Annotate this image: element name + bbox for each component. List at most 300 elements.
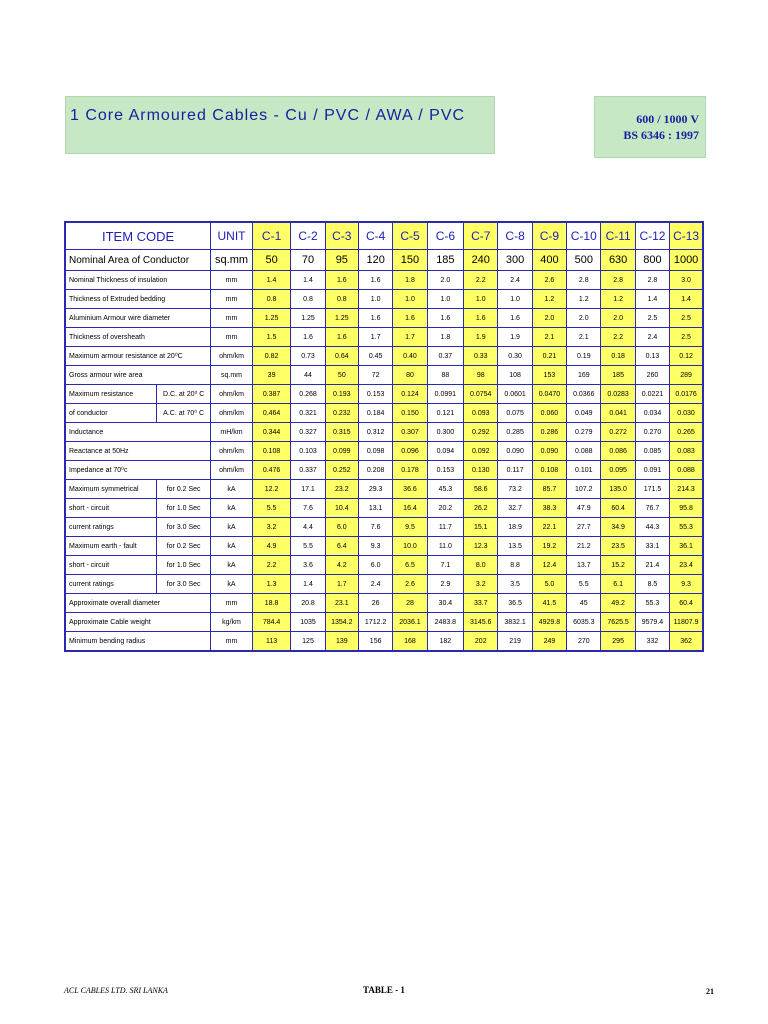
value-cell: 2.1 [567, 328, 601, 347]
value-cell: 169 [567, 366, 601, 385]
value-cell: 1.7 [393, 328, 427, 347]
area-cell: 95 [325, 250, 358, 271]
value-cell: 0.075 [498, 404, 532, 423]
value-cell: 0.0601 [498, 385, 532, 404]
value-cell: 0.300 [427, 423, 463, 442]
value-cell: 1.5 [252, 328, 291, 347]
area-cell: 500 [567, 250, 601, 271]
value-cell: 0.083 [670, 442, 703, 461]
row-label: Gross armour wire area [65, 366, 211, 385]
value-cell: 41.5 [532, 594, 566, 613]
value-cell: 98 [464, 366, 498, 385]
value-cell: 0.103 [291, 442, 325, 461]
value-cell: 1354.2 [325, 613, 358, 632]
value-cell: 21.4 [635, 556, 669, 575]
code-header-cell: C-9 [532, 222, 566, 250]
value-cell: 36.6 [393, 480, 427, 499]
row-label: Maximum armour resistance at 20⁰C [65, 347, 211, 366]
table-row [65, 366, 703, 385]
value-cell: 18.8 [252, 594, 291, 613]
value-cell: 1.6 [427, 309, 463, 328]
value-cell: 32.7 [498, 499, 532, 518]
nominal-area-row [65, 250, 703, 271]
value-cell: 2.5 [635, 309, 669, 328]
table-row [65, 518, 703, 537]
value-cell: 11.7 [427, 518, 463, 537]
value-cell: 260 [635, 366, 669, 385]
value-cell: 33.1 [635, 537, 669, 556]
unit-cell: kA [211, 556, 253, 575]
value-cell: 1.6 [358, 309, 392, 328]
value-cell: 26.2 [464, 499, 498, 518]
value-cell: 219 [498, 632, 532, 652]
value-cell: 0.093 [464, 404, 498, 423]
value-cell: 1.4 [670, 290, 703, 309]
table-row [65, 556, 703, 575]
value-cell: 0.150 [393, 404, 427, 423]
value-cell: 0.086 [601, 442, 635, 461]
value-cell: 11807.9 [670, 613, 703, 632]
code-header-cell: C-1 [252, 222, 291, 250]
value-cell: 3145.6 [464, 613, 498, 632]
sub-label: A.C. at 70⁰ C [157, 404, 211, 423]
value-cell: 1.2 [532, 290, 566, 309]
table-row [65, 404, 703, 423]
value-cell: 44.3 [635, 518, 669, 537]
value-cell: 125 [291, 632, 325, 652]
value-cell: 0.12 [670, 347, 703, 366]
value-cell: 4.2 [325, 556, 358, 575]
value-cell: 2.9 [427, 575, 463, 594]
value-cell: 1.9 [464, 328, 498, 347]
value-cell: 0.108 [252, 442, 291, 461]
value-cell: 0.091 [635, 461, 669, 480]
value-cell: 4929.8 [532, 613, 566, 632]
value-cell: 60.4 [670, 594, 703, 613]
value-cell: 23.4 [670, 556, 703, 575]
sub-label: for 3.0 Sec [157, 518, 211, 537]
value-cell: 1.8 [393, 271, 427, 290]
value-cell: 0.0754 [464, 385, 498, 404]
unit-cell: kA [211, 499, 253, 518]
page-title: 1 Core Armoured Cables - Cu / PVC / AWA / PVC [70, 107, 466, 124]
value-cell: 2.5 [670, 328, 703, 347]
unit-cell: ohm/km [211, 461, 253, 480]
row-label: Inductance [65, 423, 211, 442]
table-row [65, 347, 703, 366]
value-cell: 2.6 [393, 575, 427, 594]
value-cell: 23.2 [325, 480, 358, 499]
table-row [65, 613, 703, 632]
value-cell: 15.2 [601, 556, 635, 575]
table-row [65, 385, 703, 404]
unit-cell: ohm/km [211, 385, 253, 404]
value-cell: 7.6 [291, 499, 325, 518]
value-cell: 0.0283 [601, 385, 635, 404]
code-header-cell: C-12 [635, 222, 669, 250]
value-cell: 0.37 [427, 347, 463, 366]
value-cell: 1.6 [325, 271, 358, 290]
value-cell: 36.1 [670, 537, 703, 556]
value-cell: 88 [427, 366, 463, 385]
sub-label: for 1.0 Sec [157, 556, 211, 575]
value-cell: 58.6 [464, 480, 498, 499]
value-cell: 0.13 [635, 347, 669, 366]
table-row [65, 480, 703, 499]
value-cell: 6.0 [358, 556, 392, 575]
value-cell: 0.060 [532, 404, 566, 423]
value-cell: 1.25 [252, 309, 291, 328]
unit-cell: kg/km [211, 613, 253, 632]
row-label: Aluminium Armour wire diameter [65, 309, 211, 328]
unit-cell: ohm/km [211, 442, 253, 461]
value-cell: 182 [427, 632, 463, 652]
value-cell: 2.8 [601, 271, 635, 290]
value-cell: 3.2 [252, 518, 291, 537]
unit-cell: mm [211, 328, 253, 347]
value-cell: 13.7 [567, 556, 601, 575]
value-cell: 0.268 [291, 385, 325, 404]
value-cell: 27.7 [567, 518, 601, 537]
value-cell: 0.64 [325, 347, 358, 366]
value-cell: 1.25 [291, 309, 325, 328]
value-cell: 153 [532, 366, 566, 385]
value-cell: 4.9 [252, 537, 291, 556]
value-cell: 0.464 [252, 404, 291, 423]
value-cell: 2.1 [532, 328, 566, 347]
value-cell: 38.3 [532, 499, 566, 518]
value-cell: 49.2 [601, 594, 635, 613]
value-cell: 6.1 [601, 575, 635, 594]
unit-cell: mm [211, 290, 253, 309]
value-cell: 60.4 [601, 499, 635, 518]
row-label: Thickness of Extruded bedding [65, 290, 211, 309]
value-cell: 2.4 [358, 575, 392, 594]
value-cell: 0.088 [567, 442, 601, 461]
value-cell: 2.0 [427, 271, 463, 290]
value-cell: 12.4 [532, 556, 566, 575]
value-cell: 9.3 [670, 575, 703, 594]
value-cell: 0.321 [291, 404, 325, 423]
value-cell: 1.0 [358, 290, 392, 309]
value-cell: 0.315 [325, 423, 358, 442]
value-cell: 0.090 [498, 442, 532, 461]
value-cell: 1035 [291, 613, 325, 632]
value-cell: 5.5 [291, 537, 325, 556]
row-label: short - circuit [65, 499, 157, 518]
standard-reference: BS 6346 : 1997 [623, 128, 699, 142]
code-header-cell: C-10 [567, 222, 601, 250]
value-cell: 3.5 [498, 575, 532, 594]
value-cell: 1.6 [325, 328, 358, 347]
unit-cell: kA [211, 518, 253, 537]
value-cell: 185 [601, 366, 635, 385]
value-cell: 1.6 [291, 328, 325, 347]
table-row [65, 499, 703, 518]
unit-cell: ohm/km [211, 404, 253, 423]
value-cell: 1.2 [567, 290, 601, 309]
table-row [65, 290, 703, 309]
value-cell: 108 [498, 366, 532, 385]
code-header-cell: C-4 [358, 222, 392, 250]
area-cell: 120 [358, 250, 392, 271]
value-cell: 2.2 [464, 271, 498, 290]
value-cell: 0.049 [567, 404, 601, 423]
value-cell: 12.2 [252, 480, 291, 499]
unit-cell: mH/km [211, 423, 253, 442]
value-cell: 45 [567, 594, 601, 613]
value-cell: 0.153 [427, 461, 463, 480]
value-cell: 11.0 [427, 537, 463, 556]
value-cell: 295 [601, 632, 635, 652]
value-cell: 5.5 [252, 499, 291, 518]
value-cell: 0.099 [325, 442, 358, 461]
value-cell: 0.041 [601, 404, 635, 423]
value-cell: 0.108 [532, 461, 566, 480]
value-cell: 2.2 [601, 328, 635, 347]
value-cell: 2036.1 [393, 613, 427, 632]
area-cell: 800 [635, 250, 669, 271]
value-cell: 0.307 [393, 423, 427, 442]
value-cell: 2.0 [567, 309, 601, 328]
value-cell: 3.2 [464, 575, 498, 594]
value-cell: 2483.8 [427, 613, 463, 632]
value-cell: 0.0470 [532, 385, 566, 404]
value-cell: 72 [358, 366, 392, 385]
value-cell: 1.0 [427, 290, 463, 309]
value-cell: 0.130 [464, 461, 498, 480]
table-row [65, 575, 703, 594]
value-cell: 289 [670, 366, 703, 385]
value-cell: 1.9 [498, 328, 532, 347]
unit-cell: sq.mm [211, 366, 253, 385]
value-cell: 0.184 [358, 404, 392, 423]
sub-label: for 1.0 Sec [157, 499, 211, 518]
value-cell: 0.312 [358, 423, 392, 442]
area-cell: 400 [532, 250, 566, 271]
value-cell: 26 [358, 594, 392, 613]
sub-label: for 0.2 Sec [157, 537, 211, 556]
title-banner [65, 96, 495, 154]
value-cell: 0.337 [291, 461, 325, 480]
value-cell: 47.9 [567, 499, 601, 518]
area-cell: 300 [498, 250, 532, 271]
value-cell: 1.4 [252, 271, 291, 290]
value-cell: 9579.4 [635, 613, 669, 632]
value-cell: 33.7 [464, 594, 498, 613]
unit-cell: mm [211, 271, 253, 290]
value-cell: 1.2 [601, 290, 635, 309]
value-cell: 0.252 [325, 461, 358, 480]
unit-header: UNIT [211, 222, 253, 250]
row-label: Nominal Thickness of insulation [65, 271, 211, 290]
value-cell: 0.0366 [567, 385, 601, 404]
value-cell: 95.8 [670, 499, 703, 518]
value-cell: 36.5 [498, 594, 532, 613]
value-cell: 73.2 [498, 480, 532, 499]
spec-banner [594, 96, 706, 158]
value-cell: 0.034 [635, 404, 669, 423]
value-cell: 0.270 [635, 423, 669, 442]
table-row [65, 309, 703, 328]
value-cell: 1.0 [393, 290, 427, 309]
value-cell: 16.4 [393, 499, 427, 518]
value-cell: 1.4 [291, 575, 325, 594]
value-cell: 0.285 [498, 423, 532, 442]
value-cell: 0.18 [601, 347, 635, 366]
table-header-row [65, 222, 703, 250]
area-cell: 185 [427, 250, 463, 271]
table-row [65, 461, 703, 480]
voltage-rating: 600 / 1000 V [636, 112, 699, 126]
value-cell: 2.4 [635, 328, 669, 347]
code-header-cell: C-11 [601, 222, 635, 250]
value-cell: 3.6 [291, 556, 325, 575]
row-label: Approximate overall diameter [65, 594, 211, 613]
table-row [65, 328, 703, 347]
value-cell: 50 [325, 366, 358, 385]
value-cell: 0.73 [291, 347, 325, 366]
value-cell: 6035.3 [567, 613, 601, 632]
value-cell: 18.9 [498, 518, 532, 537]
value-cell: 1.4 [291, 271, 325, 290]
value-cell: 1.3 [252, 575, 291, 594]
value-cell: 7.6 [358, 518, 392, 537]
unit-cell: mm [211, 309, 253, 328]
unit-cell: kA [211, 480, 253, 499]
value-cell: 0.476 [252, 461, 291, 480]
unit-cell: kA [211, 537, 253, 556]
value-cell: 0.092 [464, 442, 498, 461]
value-cell: 0.265 [670, 423, 703, 442]
value-cell: 5.5 [567, 575, 601, 594]
value-cell: 1.4 [635, 290, 669, 309]
page-number: 21 [706, 987, 714, 996]
value-cell: 171.5 [635, 480, 669, 499]
sub-label: for 3.0 Sec [157, 575, 211, 594]
code-header-cell: C-7 [464, 222, 498, 250]
code-header-cell: C-8 [498, 222, 532, 250]
area-cell: 70 [291, 250, 325, 271]
value-cell: 0.82 [252, 347, 291, 366]
table-row [65, 271, 703, 290]
value-cell: 0.19 [567, 347, 601, 366]
value-cell: 0.208 [358, 461, 392, 480]
value-cell: 17.1 [291, 480, 325, 499]
value-cell: 0.292 [464, 423, 498, 442]
value-cell: 1.6 [393, 309, 427, 328]
value-cell: 0.098 [358, 442, 392, 461]
value-cell: 0.178 [393, 461, 427, 480]
sub-label: D.C. at 20⁰ C [157, 385, 211, 404]
value-cell: 34.9 [601, 518, 635, 537]
value-cell: 332 [635, 632, 669, 652]
row-label: Minimum bending radius [65, 632, 211, 652]
value-cell: 113 [252, 632, 291, 652]
table-row [65, 632, 703, 652]
value-cell: 19.2 [532, 537, 566, 556]
value-cell: 2.2 [252, 556, 291, 575]
value-cell: 45.3 [427, 480, 463, 499]
value-cell: 13.5 [498, 537, 532, 556]
value-cell: 202 [464, 632, 498, 652]
value-cell: 9.3 [358, 537, 392, 556]
value-cell: 2.0 [532, 309, 566, 328]
value-cell: 1.7 [358, 328, 392, 347]
value-cell: 20.8 [291, 594, 325, 613]
row-label: Maximum earth - fault [65, 537, 157, 556]
cable-spec-table [64, 221, 704, 652]
table-row [65, 423, 703, 442]
value-cell: 23.1 [325, 594, 358, 613]
value-cell: 0.030 [670, 404, 703, 423]
value-cell: 4.4 [291, 518, 325, 537]
value-cell: 0.286 [532, 423, 566, 442]
value-cell: 3.0 [670, 271, 703, 290]
code-header-cell: C-6 [427, 222, 463, 250]
code-header-cell: C-13 [670, 222, 703, 250]
value-cell: 9.5 [393, 518, 427, 537]
area-cell: 150 [393, 250, 427, 271]
value-cell: 0.121 [427, 404, 463, 423]
value-cell: 1.6 [464, 309, 498, 328]
area-cell: 50 [252, 250, 291, 271]
value-cell: 0.8 [252, 290, 291, 309]
value-cell: 55.3 [635, 594, 669, 613]
unit-cell: sq.mm [211, 250, 253, 271]
table-row [65, 594, 703, 613]
value-cell: 15.1 [464, 518, 498, 537]
value-cell: 1.8 [427, 328, 463, 347]
value-cell: 214.3 [670, 480, 703, 499]
value-cell: 0.124 [393, 385, 427, 404]
unit-cell: kA [211, 575, 253, 594]
row-label: of conductor [65, 404, 157, 423]
value-cell: 0.0221 [635, 385, 669, 404]
value-cell: 2.0 [601, 309, 635, 328]
value-cell: 10.0 [393, 537, 427, 556]
value-cell: 0.33 [464, 347, 498, 366]
value-cell: 10.4 [325, 499, 358, 518]
value-cell: 6.5 [393, 556, 427, 575]
area-cell: 630 [601, 250, 635, 271]
area-cell: 240 [464, 250, 498, 271]
row-label: Maximum symmetrical [65, 480, 157, 499]
code-header-cell: C-2 [291, 222, 325, 250]
value-cell: 0.193 [325, 385, 358, 404]
value-cell: 1.0 [464, 290, 498, 309]
value-cell: 1712.2 [358, 613, 392, 632]
row-label: current ratings [65, 518, 157, 537]
unit-cell: mm [211, 632, 253, 652]
value-cell: 1.0 [498, 290, 532, 309]
value-cell: 2.6 [532, 271, 566, 290]
table-row [65, 537, 703, 556]
area-cell: 1000 [670, 250, 703, 271]
row-label: Maximum resistance [65, 385, 157, 404]
value-cell: 168 [393, 632, 427, 652]
row-label: Reactance at 50Hz [65, 442, 211, 461]
value-cell: 0.40 [393, 347, 427, 366]
value-cell: 1.6 [498, 309, 532, 328]
value-cell: 1.25 [325, 309, 358, 328]
value-cell: 13.1 [358, 499, 392, 518]
code-header-cell: C-3 [325, 222, 358, 250]
value-cell: 85.7 [532, 480, 566, 499]
value-cell: 0.272 [601, 423, 635, 442]
value-cell: 0.0991 [427, 385, 463, 404]
value-cell: 139 [325, 632, 358, 652]
